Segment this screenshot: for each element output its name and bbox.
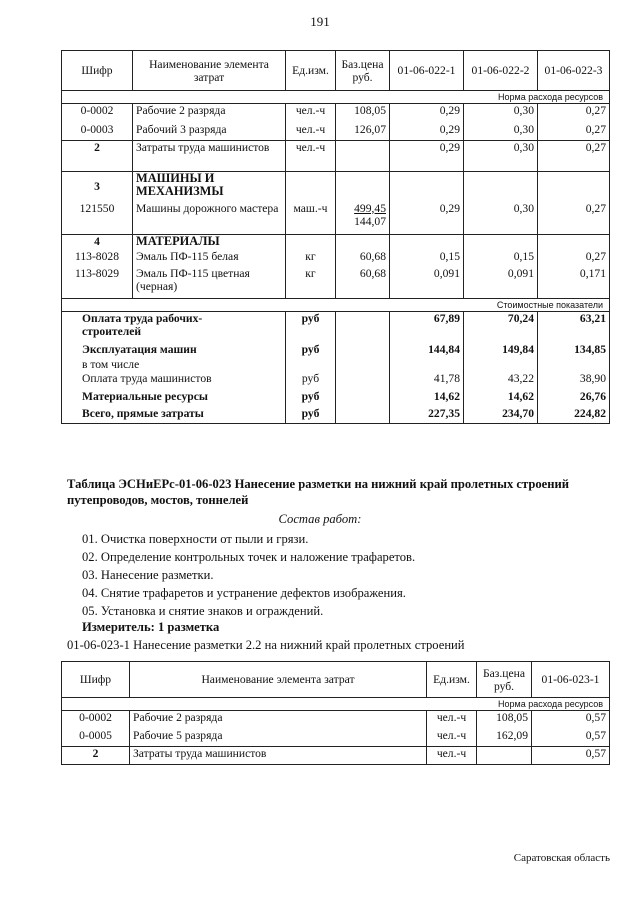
norm-label: Норма расхода ресурсов — [62, 91, 610, 104]
list-item: 01. Очистка поверхности от пыли и грязи. — [82, 532, 309, 546]
section-row: 4 МАТЕРИАЛЫ — [62, 235, 610, 250]
table-heading: Таблица ЭСНиЕРс-01-06-023 Нанесение разметки на нижний край пролетных строений путепроводов, мостов, тоннелей — [67, 477, 570, 507]
header-code: Шифр — [62, 51, 133, 91]
table-row: 2 Затраты труда машинистов чел.-ч 0,57 — [62, 747, 610, 765]
table-row: 121550 Машины дорожного мастера маш.-ч 499,45 144,07 0,29 0,30 0,27 — [62, 202, 610, 235]
header-col2: 01-06-022-2 — [464, 51, 538, 91]
header-col1: 01-06-022-1 — [390, 51, 464, 91]
work-list — [82, 530, 415, 620]
cost-row: Материальные ресурсы руб 14,62 14,62 26,76 — [62, 390, 610, 407]
table-row: 2 Затраты труда машинистов чел.-ч 0,29 0,30 0,27 — [62, 141, 610, 172]
cost-row: в том числе — [62, 358, 610, 372]
subtable-title: 01-06-023-1 Нанесение разметки 2.2 на нижний край пролетных строений — [67, 638, 465, 652]
list-item: 04. Снятие трафаретов и устранение дефектов изображения. — [82, 586, 406, 600]
header-unit: Ед.изм. — [286, 51, 336, 91]
list-item: 02. Определение контрольных точек и наложение трафаретов. — [82, 550, 416, 564]
measure-unit: Измеритель: 1 разметка — [82, 620, 220, 634]
cost-label: Стоимостные показатели — [62, 299, 610, 312]
header-price: Баз.цена руб. — [336, 51, 390, 91]
header-col3: 01-06-022-3 — [538, 51, 610, 91]
table-row: 113-8028 Эмаль ПФ-115 белая кг 60,68 0,15 0,15 0,27 — [62, 250, 610, 267]
footer-region: Саратовская область — [513, 852, 610, 864]
list-item: 05. Установка и снятие знаков и ограждений. — [82, 604, 324, 618]
cost-row: Оплата труда рабочих-строителей руб 67,89 70,24 63,21 — [62, 312, 610, 343]
page-number: 191 — [310, 14, 330, 29]
header-unit: Ед.изм. — [427, 662, 477, 698]
work-composition-title: Состав работ: — [278, 512, 362, 526]
resource-table-023 — [61, 661, 610, 765]
table-row: 0-0002 Рабочие 2 разряда чел.-ч 108,05 0,57 — [62, 711, 610, 729]
list-item: 03. Нанесение разметки. — [82, 568, 214, 582]
header-code: Шифр — [62, 662, 130, 698]
table-row: 113-8029 Эмаль ПФ-115 цветная (черная) кг 60,68 0,091 0,091 0,171 — [62, 267, 610, 299]
header-name: Наименование элемента затрат — [133, 51, 286, 91]
table-row: 0-0003 Рабочий 3 разряда чел.-ч 126,07 0,29 0,30 0,27 — [62, 123, 610, 141]
header-col1: 01-06-023-1 — [532, 662, 610, 698]
cost-row: Эксплуатация машин руб 144,84 149,84 134,85 — [62, 343, 610, 358]
header-name: Наименование элемента затрат — [130, 662, 427, 698]
table-row: 0-0002 Рабочие 2 разряда чел.-ч 108,05 0,29 0,30 0,27 — [62, 104, 610, 123]
section-row: 3 МАШИНЫ И МЕХАНИЗМЫ — [62, 172, 610, 202]
header-price: Баз.цена руб. — [477, 662, 532, 698]
cost-row: Оплата труда машинистов руб 41,78 43,22 38,90 — [62, 372, 610, 390]
norm-label: Норма расхода ресурсов — [62, 698, 610, 711]
table-row: 0-0005 Рабочие 5 разряда чел.-ч 162,09 0,57 — [62, 729, 610, 747]
resource-table-022 — [61, 50, 610, 424]
cost-row: Всего, прямые затраты руб 227,35 234,70 224,82 — [62, 407, 610, 424]
